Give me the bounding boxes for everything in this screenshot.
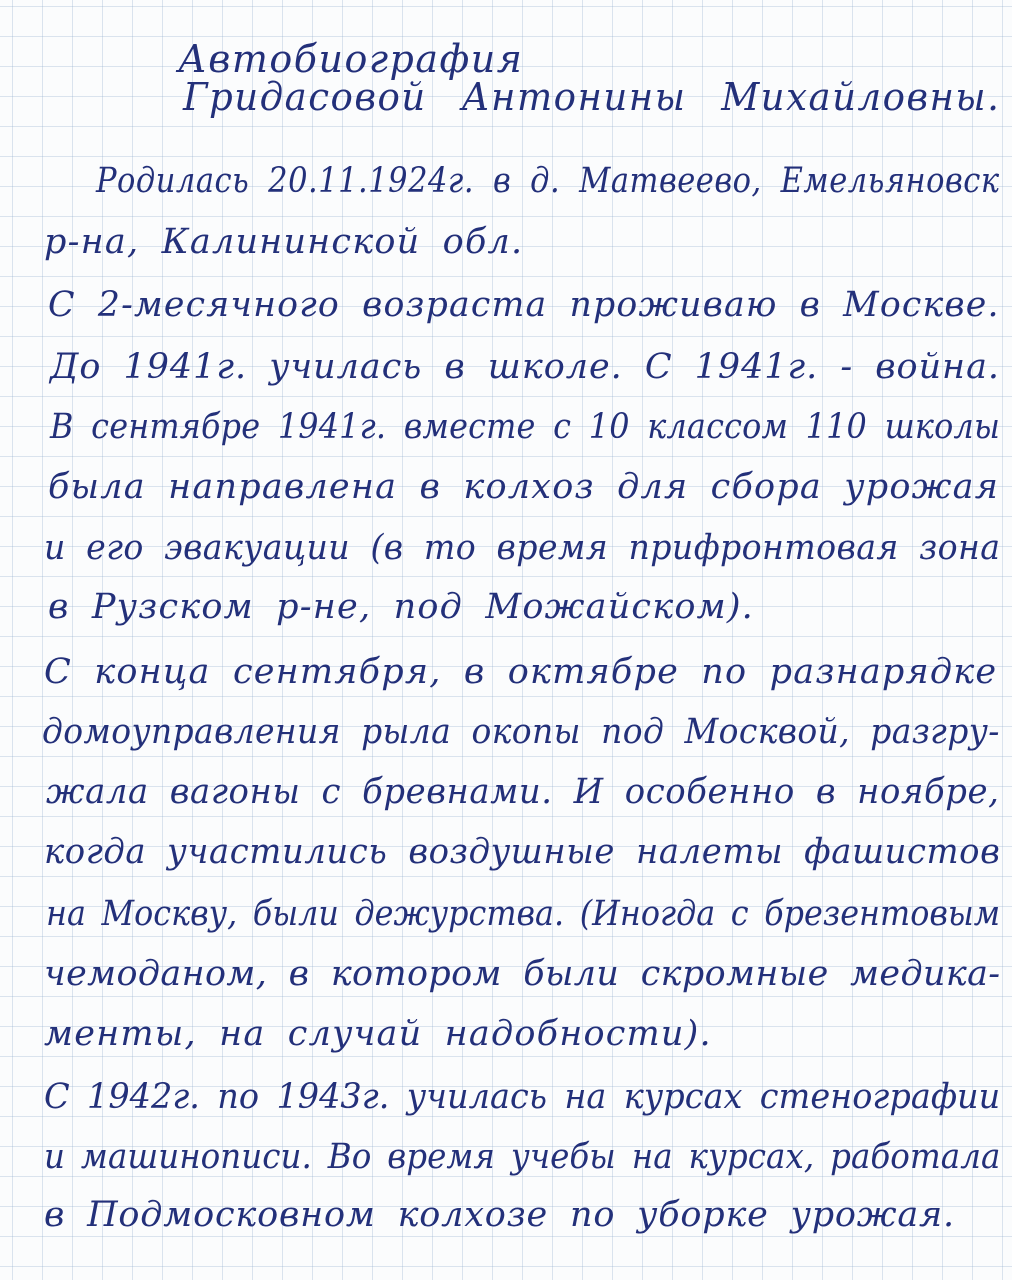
body-line-5: В сентябре 1941г. вместе с 10 классом 110 школы (50, 407, 1001, 447)
body-line-12: когда участились воздушные налеты фашистов (44, 832, 1001, 872)
body-line-7: и его эвакуации (в то время прифронтовая зона (44, 528, 1001, 568)
body-line-9: С конца сентября, в октябре по разнарядке (44, 652, 998, 692)
body-line-6: была направлена в колхоз для сбора урожая (48, 467, 1000, 507)
document-title: Автобиография (178, 37, 524, 81)
body-line-8: в Рузском р-не, под Можайском). (48, 587, 755, 627)
body-line-18: в Подмосковном колхозе по уборке урожая. (44, 1195, 955, 1235)
body-line-1: Родилась 20.11.1924г. в д. Матвеево, Емельяновск (96, 161, 1000, 201)
body-line-14: чемоданом, в котором были скромные медика- (44, 954, 1001, 994)
body-line-10: домоуправления рыла окопы под Москвой, разгру- (42, 712, 1000, 752)
body-line-17: и машинописи. Во время учебы на курсах, работала (44, 1137, 1001, 1177)
document-title-name: Гридасовой Антонины Михайловны. (183, 75, 1001, 119)
body-line-16: С 1942г. по 1943г. училась на курсах стенографии (44, 1077, 1001, 1117)
body-line-13: на Москву, были дежурства. (Иногда с брезентовым (46, 894, 1001, 934)
body-line-2: р-на, Калининской обл. (44, 222, 524, 262)
body-line-15: менты, на случай надобности). (44, 1014, 712, 1054)
body-line-11: жала вагоны с бревнами. И особенно в ноябре, (46, 772, 1000, 812)
body-line-3: С 2-месячного возраста проживаю в Москве. (48, 285, 1000, 325)
body-line-4: До 1941г. училась в школе. С 1941г. - война. (50, 347, 1001, 387)
